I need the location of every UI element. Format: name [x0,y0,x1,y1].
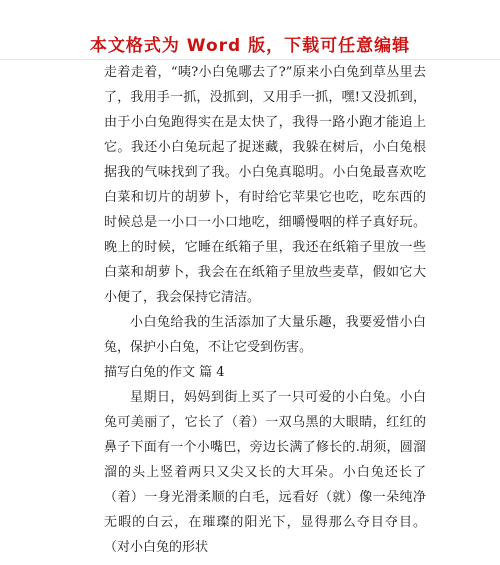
header-title: 本文格式为 Word 版，下载可任意编辑 [89,36,411,56]
paragraph: 走着走着，“咦?小白兔哪去了?”原来小白兔到草丛里去了，我用手一抓，没抓到，又用手一抓，嘿!又没抓到，由于小白兔跑得实在是太快了，我得一路小跑才能追上它。我还小白兔玩起了捉迷藏，我躲在树后，小白兔根据我的气味找到了我。小白兔真聪明。小白兔最喜欢吃白菜和切片的胡萝卜，有时给它苹果它也吃，吃东西的时候总是一小口一小口地吃，细嚼慢咽的样子真好玩。晚上的时候，它睡在纸箱子里，我还在纸箱子里放一些白菜和胡萝卜，我会在在纸箱子里放些麦草，假如它大小便了，我会保持它清洁。 [104,65,426,305]
paragraph: 星期日，妈妈到街上买了一只可爱的小白兔。小白兔可美丽了，它长了（着）一双乌黑的大眼睛，红红的鼻子下面有一个小嘴巴，旁边长满了修长的.胡须，圆溜溜的头上竖着两只又尖又长的大耳朵。小白兔还长了（着）一身光滑柔顺的白毛，远看好（就）像一朵纯净无暇的白云，在璀璨的阳光下，显得那么夺目夺目。 （对小白兔的形状 [104,390,426,555]
document-body [104,60,426,560]
page-header [0,0,500,60]
paragraph: 小白兔给我的生活添加了大量乐趣，我要爱惜小白兔，保护小白兔，不让它受到伤害。 [104,315,426,355]
section-heading: 描写白兔的作文 篇 4 [104,365,225,380]
